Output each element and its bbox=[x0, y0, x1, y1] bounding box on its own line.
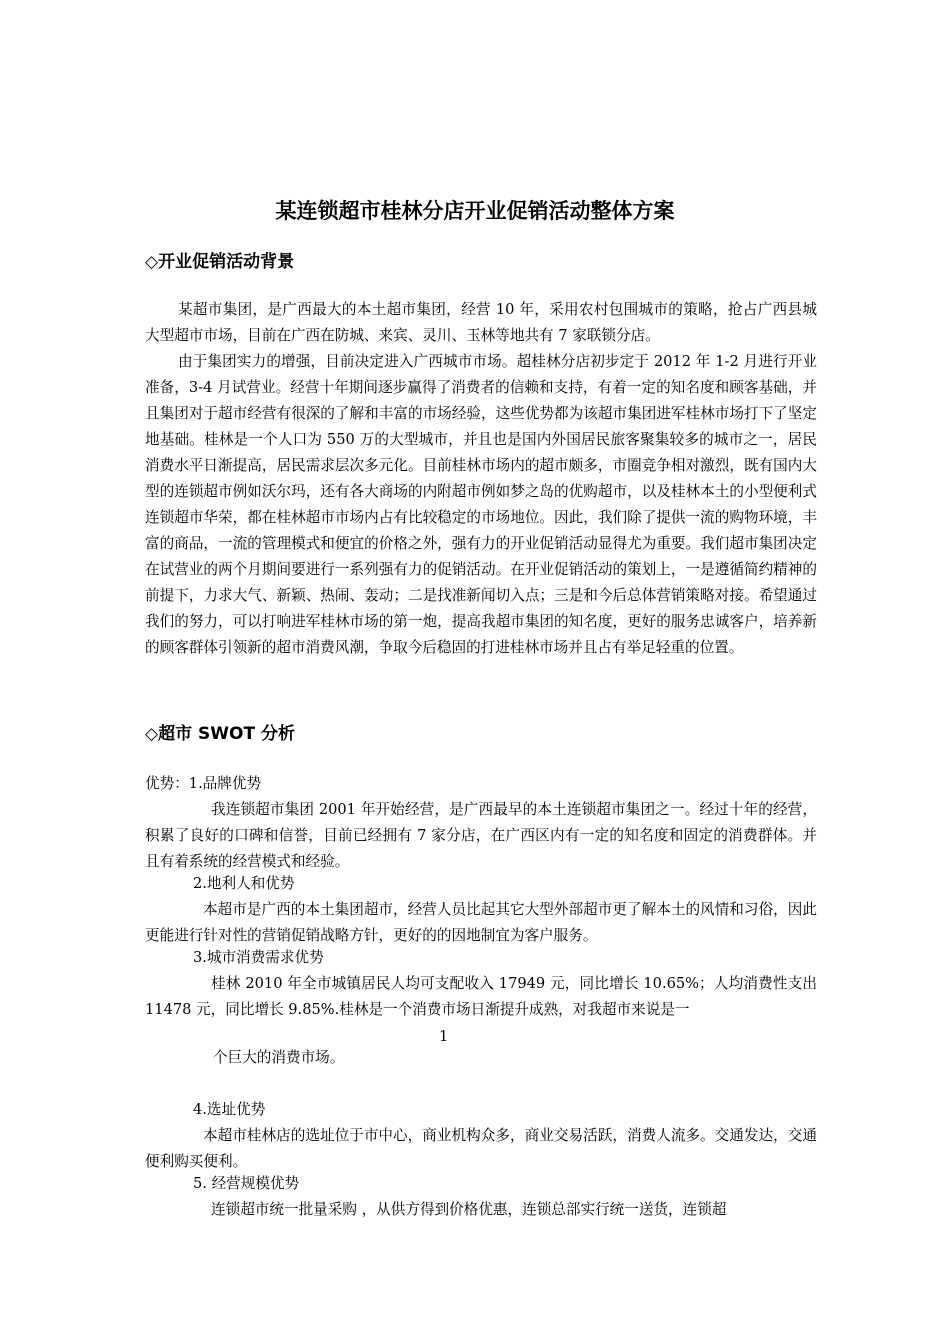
swot-item-5-text bbox=[145, 1197, 817, 1223]
background-paragraphs bbox=[145, 297, 817, 661]
swot-item-text: 连锁超市统一批量采购 ，从供方得到价格优惠，连锁总部实行统一送货，连锁超 bbox=[211, 1201, 727, 1218]
swot-item-5-title: 5. 经营规模优势 bbox=[193, 1175, 300, 1192]
swot-item-text: 本超市桂林店的选址位于市中心，商业机构众多，商业交易活跃，消费人流多。交通发达，交通便利购买便利。 bbox=[145, 1127, 817, 1170]
swot-item-3-title: 3.城市消费需求优势 bbox=[193, 949, 324, 966]
strength-label: 优势：1.品牌优势 bbox=[145, 775, 262, 792]
document-title: 某连锁超市桂林分店开业促销活动整体方案 bbox=[275, 199, 675, 223]
swot-item-4-title: 4.选址优势 bbox=[193, 1101, 266, 1118]
background-paragraph: 某超市集团，是广西最大的本土超市集团，经营 10 年，采用农村包围城市的策略，抢占广西县城大型超市市场，目前在广西在防城、来宾、灵川、玉林等地共有 7 家联锁分店。 bbox=[145, 301, 817, 344]
swot-item-2-title: 2.地利人和优势 bbox=[193, 875, 295, 892]
swot-item-3-text bbox=[145, 971, 817, 1023]
swot-item-text: 桂林 2010 年全市城镇居民人均可支配收入 17949 元，同比增长 10.65%；人均消费性支出 11478 元，同比增长 9.85%.桂林是一个消费市场日渐提升成熟，对我超市来说是一 bbox=[145, 975, 817, 1018]
swot-item-1-text bbox=[145, 797, 817, 875]
background-paragraph: 由于集团实力的增强，目前决定进入广西城市市场。超桂林分店初步定于 2012 年 1-2 月进行开业准备，3-4 月试营业。经营十年期间逐步赢得了消费者的信赖和支持，有着一定的知名度和顾客基础，并且集团对于超市经营有很深的了解和丰富的市场经验，这些优势都为该超市集团进军桂林市场打下了坚定地基础。桂林是一个人口为 550 万的大型城市，并且也是国内外国居民旅客聚集较多的城市之一，居民消费水平日渐提高，居民需求层次多元化。目前桂林市场内的超市颇多，市圈竞争相对激烈，既有国内大型的连锁超市例如沃尔玛，还有各大商场的内附超市例如梦之岛的优购超市，以及桂林本土的小型便利式连锁超市华荣，都在桂林超市市场内占有比较稳定的市场地位。因此，我们除了提供一流的购物环境，丰富的商品，一流的管理模式和便宜的价格之外，强有力的开业促销活动显得尤为重要。我们超市集团决定在试营业的两个月期间要进行一系列强有力的促销活动。在开业促销活动的策划上，一是遵循简约精神的前提下，力求大气、新颖、热闹、轰动；二是找准新闻切入点；三是和今后总体营销策略对接。希望通过我们的努力，可以打响进军桂林市场的第一炮，提高我超市集团的知名度，更好的服务忠诚客户，培养新的顾客群体引领新的超市消费风潮，争取今后稳固的打进桂林市场并且占有举足轻重的位置。 bbox=[145, 353, 817, 656]
swot-item-text: 本超市是广西的本土集团超市，经营人员比起其它大型外部超市更了解本土的风情和习俗，因此更能进行针对性的营销促销战略方针，更好的的因地制宜为客户服务。 bbox=[145, 901, 817, 944]
swot-item-2-text bbox=[145, 897, 817, 949]
section-heading-swot: ◇超市 SWOT 分析 bbox=[145, 724, 295, 744]
swot-item-text: 我连锁超市集团 2001 年开始经营，是广西最早的本土连锁超市集团之一。经过十年的经营，积累了良好的口碑和信誉，目前已经拥有 7 家分店，在广西区内有一定的知名度和固定的消费群体。并且有着系统的经营模式和经验。 bbox=[145, 801, 817, 870]
swot-item-4-text bbox=[145, 1123, 817, 1175]
page-number: 1 bbox=[439, 1028, 449, 1045]
section-heading-background: ◇开业促销活动背景 bbox=[145, 252, 295, 272]
swot-item-3-continued: 个巨大的消费市场。 bbox=[213, 1049, 345, 1066]
